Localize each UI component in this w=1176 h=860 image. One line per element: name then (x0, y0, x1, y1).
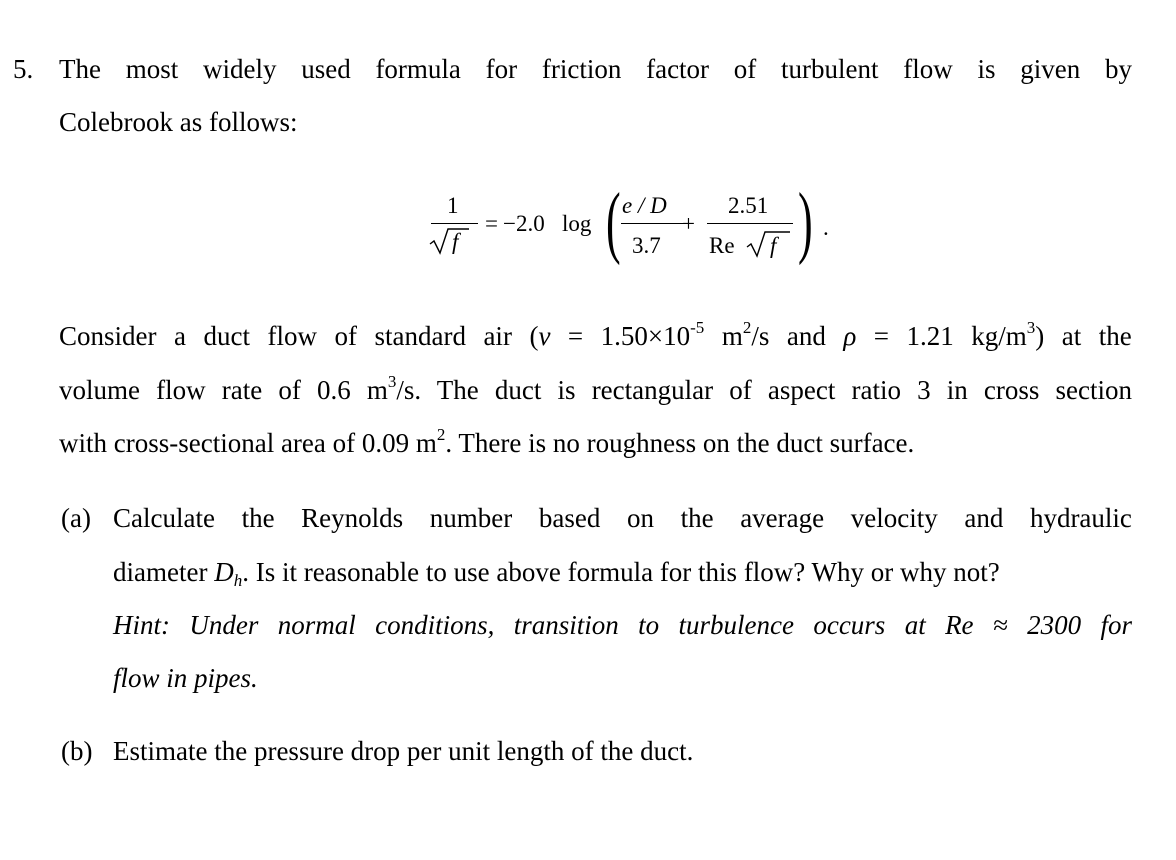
plus-sign: + (682, 211, 695, 236)
word: based (538, 503, 601, 533)
lhs-sqrt-icon (429, 227, 469, 255)
para-word: a (174, 321, 186, 351)
word: hydraulic (1029, 503, 1132, 533)
rho-value: 1.21 (906, 321, 954, 351)
para-line-2: volume flow rate of 0.6 $m^3/s$. The duct is rectangular of aspect ratio 3 in cross section (59, 372, 1132, 405)
equals-sign: = (485, 211, 498, 236)
word: factor (646, 54, 710, 84)
lhs-denominator-f: f (452, 229, 459, 254)
para-word: duct (203, 321, 250, 351)
para-line-1 (59, 318, 1132, 351)
word: and (964, 503, 1004, 533)
word: most (125, 54, 179, 84)
word: on (626, 503, 654, 533)
intro-line-2: Colebrook as follows: (59, 107, 298, 137)
part-b-text: Estimate the pressure drop per unit length of the duct. (113, 736, 694, 766)
problem-number: 5. (13, 54, 34, 84)
term2-numerator: 2.51 (728, 193, 769, 218)
term1-denominator: 3.7 (632, 233, 661, 258)
word: friction (541, 54, 622, 84)
intro-line-1 (59, 56, 1132, 83)
word: by (1104, 54, 1132, 84)
hint-line-1: Hint: Under normal conditions, transition to turbulence occurs at Re ≈ 2300 for (113, 610, 1132, 640)
part-a-line-2: diameter $D_h$. Is it reasonable to use above formula for this flow? Why or why not? (113, 557, 1000, 590)
word: Calculate (113, 503, 215, 533)
word: of (733, 54, 757, 84)
nu-equals: = (567, 321, 584, 351)
para-word: the (1098, 321, 1132, 351)
left-paren: ( (606, 178, 621, 266)
hint-line-2: flow in pipes. (113, 663, 258, 693)
term2-denominator-f: f (770, 233, 777, 258)
word: turbulent (781, 54, 879, 84)
word: formula (375, 54, 461, 84)
lhs-fraction-bar (431, 223, 478, 224)
para-word: at (1061, 321, 1082, 351)
word: number (429, 503, 513, 533)
para-word: Consider (59, 321, 157, 351)
word: used (301, 54, 351, 84)
para-word: of (334, 321, 357, 351)
nu-value: $1.50\times 10^{-5}$ (600, 318, 705, 351)
colebrook-equation (425, 178, 829, 280)
log-operator: log (562, 211, 592, 236)
word: The (59, 54, 101, 84)
word: velocity (850, 503, 938, 533)
para-word: air (483, 321, 512, 351)
para-line-3: with cross-sectional area of 0.09 $m^2$. There is no roughness on the duct surface. (59, 425, 915, 458)
term2-sqrt-icon (746, 230, 790, 258)
nu-unit: $m^2/s$ (721, 318, 770, 351)
term1-numerator: e / D (622, 193, 667, 218)
word: is (977, 54, 996, 84)
part-a-line-1 (113, 505, 1132, 532)
word: given (1020, 54, 1081, 84)
hydraulic-diameter-symbol: D (214, 557, 234, 587)
word: average (740, 503, 825, 533)
lhs-numerator: 1 (447, 193, 459, 218)
rho-symbol: ρ (843, 321, 857, 351)
term1-fraction-bar (621, 223, 684, 224)
rho-equals: = (873, 321, 890, 351)
trailing-dot: . (823, 215, 829, 240)
rho-unit: $kg/m^3$) (971, 318, 1045, 351)
word: flow (903, 54, 953, 84)
para-word: standard (374, 321, 466, 351)
word: the (241, 503, 275, 533)
coefficient: −2.0 (503, 211, 545, 236)
word: for (485, 54, 518, 84)
right-paren: ) (798, 178, 813, 266)
word: widely (202, 54, 277, 84)
nu-group: (ν (529, 321, 551, 351)
para-word: flow (267, 321, 317, 351)
nu-symbol: ν (538, 321, 551, 351)
word: Reynolds (301, 503, 404, 533)
term2-fraction-bar (707, 223, 793, 224)
para-word: and (786, 321, 826, 351)
term2-denominator-re: Re (709, 233, 735, 258)
word: the (680, 503, 714, 533)
part-b-label: (b) (61, 736, 93, 766)
part-a-label: (a) (61, 503, 91, 533)
